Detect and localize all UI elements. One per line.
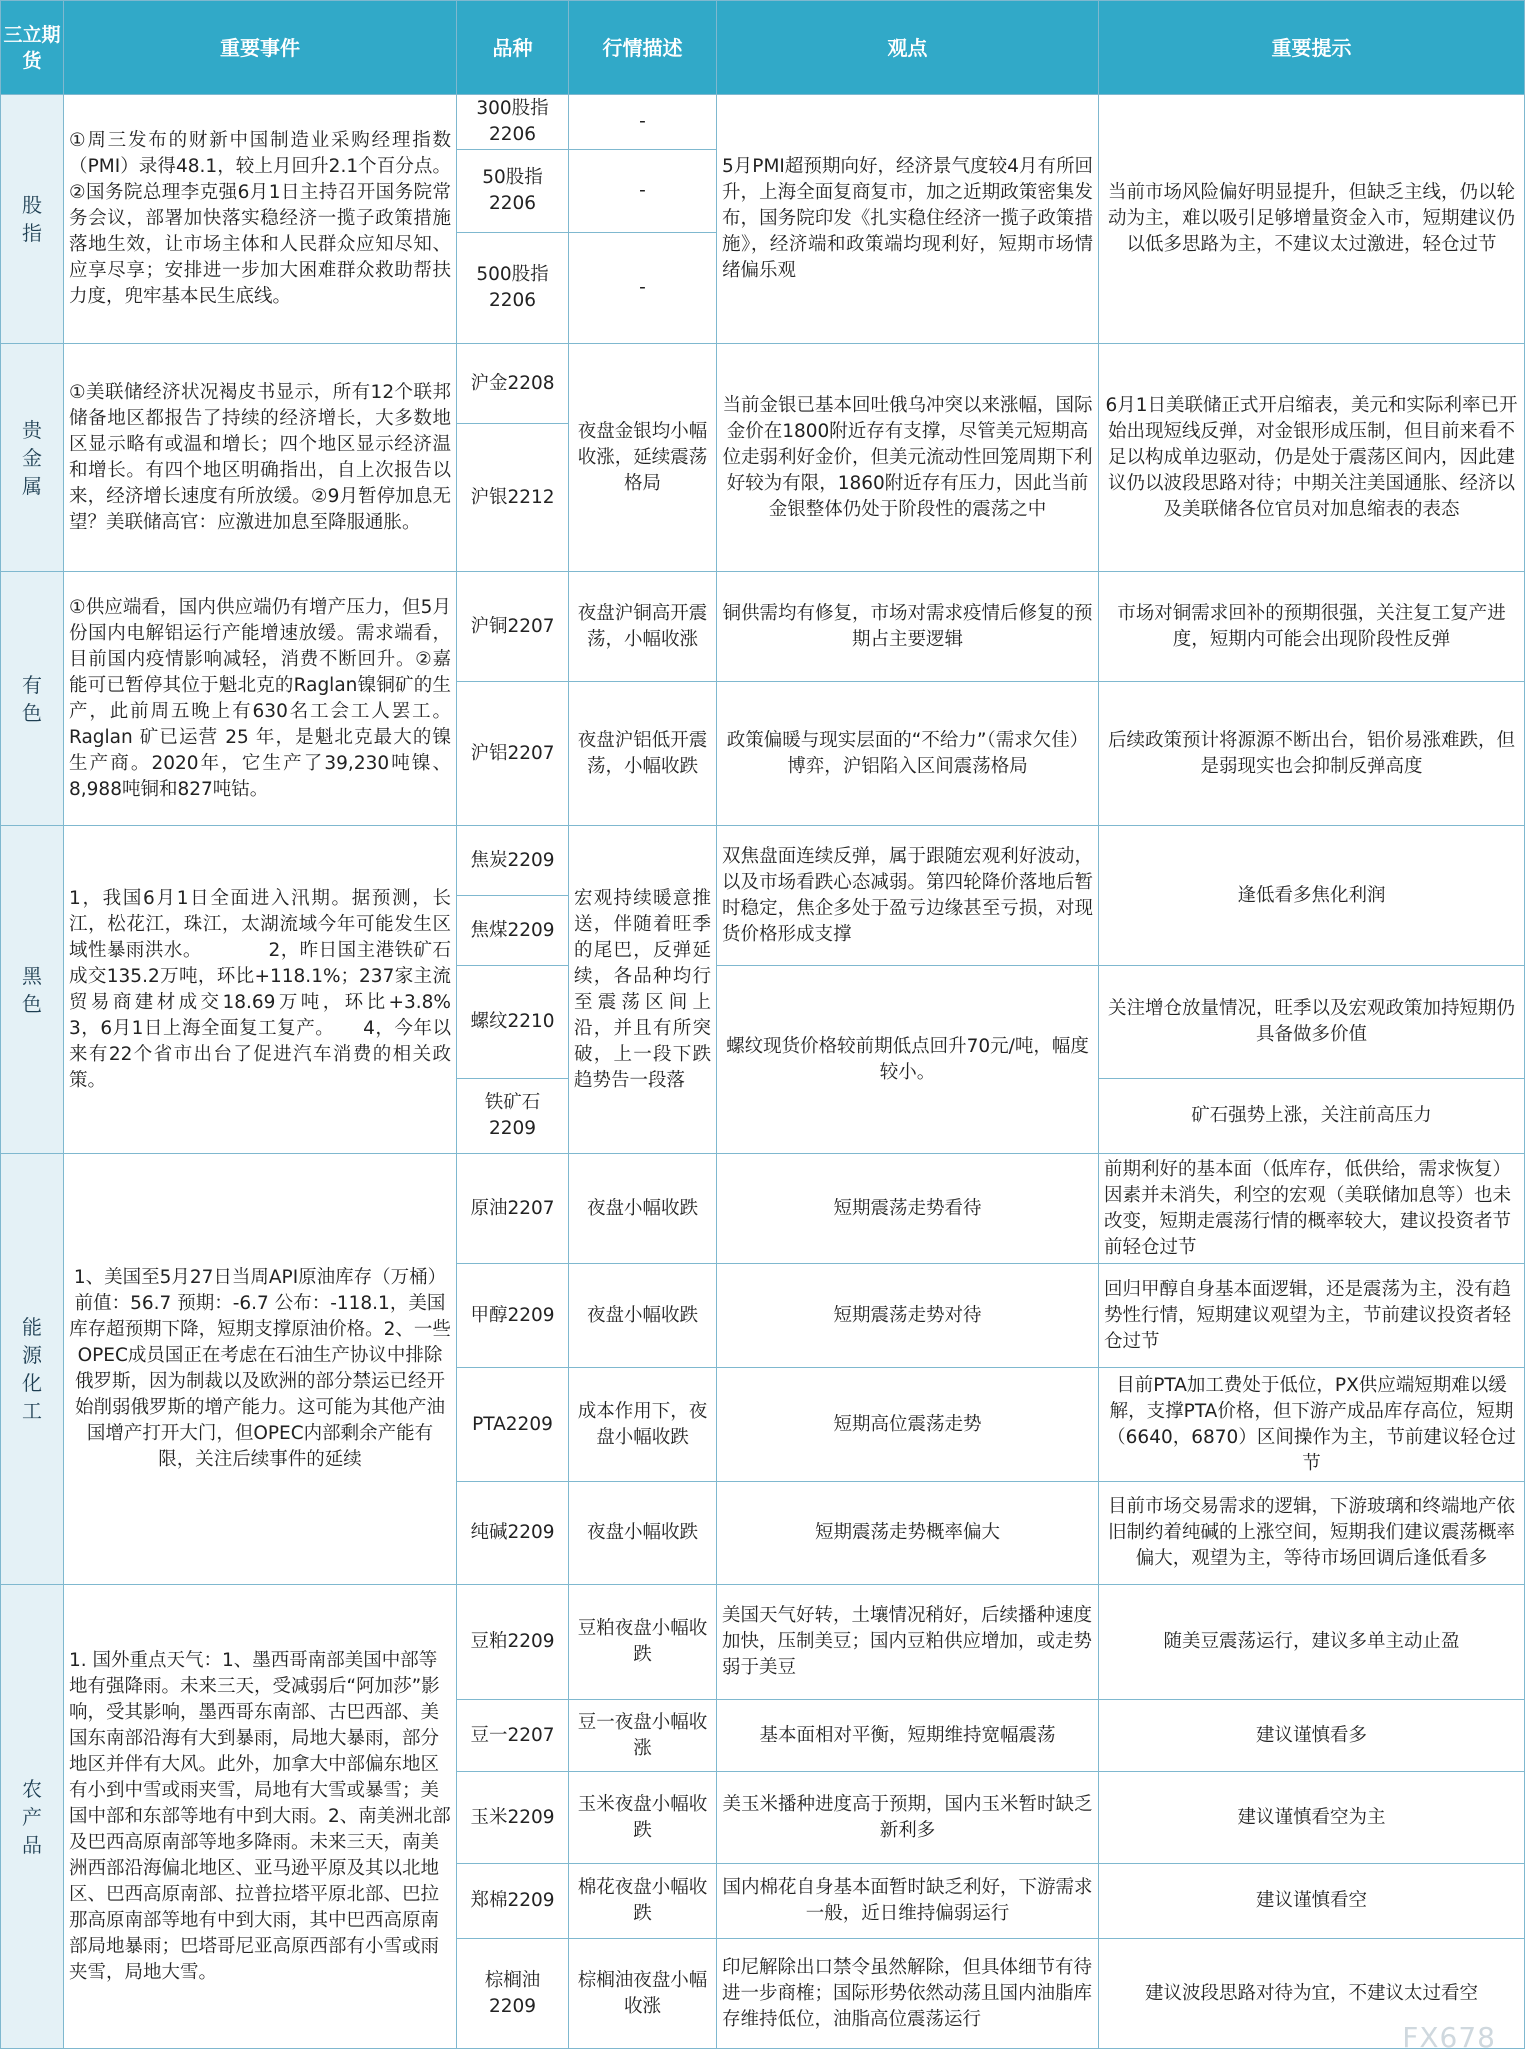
view-cell-coke: 双焦盘面连续反弹，属于跟随宏观利好波动，以及市场看跌心态减弱。第四轮降价落地后暂时稳定，焦企多处于盈亏边缘甚至亏损，对现货价格形成支撑 (717, 826, 1099, 966)
variety-cell: 原油2207 (457, 1154, 569, 1264)
view-cell-metal: 当前金银已基本回吐俄乌冲突以来涨幅，国际金价在1800附近存有支撑，尽管美元短期高位走弱利好金价，但美元流动性回笼周期下利好较为有限，1860附近存有压力，因此当前金银整体仍处于阶段性的震荡之中 (717, 344, 1099, 572)
tip-cell-rebar: 关注增仓放量情况，旺季以及宏观政策加持短期仍具备做多价值 (1099, 966, 1525, 1079)
event-cell-black: 1，我国6月1日全面进入汛期。据预测，长江，松花江，珠江，太湖流域今年可能发生区域性暴雨洪水。 2，昨日国主港铁矿石成交135.2万吨，环比+118.1%；237家主流贸易商建材成交18.69万吨，环比+3.8% 3，6月1日上海全面复工复产。 4，今年以来有22个省市出台了促进汽车消费的相关政策。 (64, 826, 457, 1154)
view-cell: 短期震荡走势概率偏大 (717, 1482, 1099, 1585)
table-row (1, 1154, 1525, 1264)
tip-cell-ore: 矿石强势上涨，关注前高压力 (1099, 1079, 1525, 1154)
view-cell: 政策偏暖与现实层面的“不给力”（需求欠佳）博弈，沪铝陷入区间震荡格局 (717, 682, 1099, 826)
market-cell: 玉米夜盘小幅收跌 (569, 1772, 717, 1864)
tip-cell: 建议波段思路对待为宜，不建议太过看空 (1099, 1939, 1525, 2049)
view-cell: 印尼解除出口禁令虽然解除，但具体细节有待进一步商榷；国际形势依然动荡且国内油脂库存维持低位，油脂高位震荡运行 (717, 1939, 1099, 2049)
market-cell-black: 宏观持续暖意推送，伴随着旺季的尾巴，反弹延续，各品种均行至震荡区间上沿，并且有所突破，上一段下跌趋势告一段落 (569, 826, 717, 1154)
market-cell: 豆一夜盘小幅收涨 (569, 1700, 717, 1772)
market-cell-metal: 夜盘金银均小幅收涨，延续震荡格局 (569, 344, 717, 572)
market-cell: - (569, 150, 717, 233)
variety-cell: 500股指2206 (457, 233, 569, 344)
table-row (1, 1585, 1525, 1700)
market-cell: 成本作用下，夜盘小幅收跌 (569, 1368, 717, 1482)
tip-cell: 建议谨慎看多 (1099, 1700, 1525, 1772)
variety-cell: 纯碱2209 (457, 1482, 569, 1585)
sector-label-nonferrous: 有色 (1, 572, 64, 826)
sector-label-energy: 能源化工 (1, 1154, 64, 1585)
variety-cell: 郑棉2209 (457, 1864, 569, 1939)
view-cell: 短期震荡走势对待 (717, 1264, 1099, 1368)
view-cell-rebar: 螺纹现货价格较前期低点回升70元/吨，幅度较小。 (717, 966, 1099, 1154)
variety-cell: 焦炭2209 (457, 826, 569, 896)
table-row (1, 95, 1525, 150)
tip-cell: 随美豆震荡运行，建议多单主动止盈 (1099, 1585, 1525, 1700)
view-cell: 短期高位震荡走势 (717, 1368, 1099, 1482)
tip-cell: 目前PTA加工费处于低位，PX供应端短期难以缓解，支撑PTA价格，但下游产成品库存高位，短期（6640，6870）区间操作为主，节前建议轻仓过节 (1099, 1368, 1525, 1482)
variety-cell: 沪铝2207 (457, 682, 569, 826)
variety-cell: 焦煤2209 (457, 896, 569, 966)
tip-column-header: 重要提示 (1099, 1, 1525, 95)
variety-cell: 沪铜2207 (457, 572, 569, 682)
market-cell: 夜盘小幅收跌 (569, 1154, 717, 1264)
tip-cell-metal: 6月1日美联储正式开启缩表，美元和实际利率已开始出现短线反弹，对金银形成压制，但目前来看不足以构成单边驱动，仍是处于震荡区间内，因此建议仍以波段思路对待；中期关注美国通胀、经济以及美联储各位官员对加息缩表的表态 (1099, 344, 1525, 572)
tip-cell: 市场对铜需求回补的预期很强，关注复工复产进度，短期内可能会出现阶段性反弹 (1099, 572, 1525, 682)
market-cell: 夜盘小幅收跌 (569, 1264, 717, 1368)
view-cell: 美国天气好转，土壤情况稍好，后续播种速度加快，压制美豆；国内豆粕供应增加，或走势弱于美豆 (717, 1585, 1099, 1700)
tip-cell: 目前市场交易需求的逻辑，下游玻璃和终端地产依旧制约着纯碱的上涨空间，短期我们建议震荡概率偏大，观望为主，等待市场回调后逢低看多 (1099, 1482, 1525, 1585)
sector-label-agri: 农产品 (1, 1585, 64, 2049)
view-cell-stock: 5月PMI超预期向好，经济景气度较4月有所回升，上海全面复商复市，加之近期政策密集发布，国务院印发《扎实稳住经济一揽子政策措施》，经济端和政策端均现利好，短期市场情绪偏乐观 (717, 95, 1099, 344)
variety-cell: 甲醇2209 (457, 1264, 569, 1368)
event-cell-metal: ①美联储经济状况褐皮书显示，所有12个联邦储备地区都报告了持续的经济增长，大多数地区显示略有或温和增长；四个地区显示经济温和增长。有四个地区明确指出，自上次报告以来，经济增长速度有所放缓。②9月暂停加息无望？美联储高官：应激进加息至降服通胀。 (64, 344, 457, 572)
variety-cell: PTA2209 (457, 1368, 569, 1482)
variety-column-header: 品种 (457, 1, 569, 95)
sector-label-black: 黑色 (1, 826, 64, 1154)
tip-cell-coke: 逢低看多焦化利润 (1099, 826, 1525, 966)
sector-label-metal: 贵金属 (1, 344, 64, 572)
market-cell: 棉花夜盘小幅收跌 (569, 1864, 717, 1939)
tip-cell: 建议谨慎看空 (1099, 1864, 1525, 1939)
event-column-header: 重要事件 (64, 1, 457, 95)
market-cell: 夜盘沪铜高开震荡，小幅收涨 (569, 572, 717, 682)
variety-cell: 棕榈油2209 (457, 1939, 569, 2049)
variety-cell: 300股指2206 (457, 95, 569, 150)
view-column-header: 观点 (717, 1, 1099, 95)
market-cell: 豆粕夜盘小幅收跌 (569, 1585, 717, 1700)
sector-label-stock: 股指 (1, 95, 64, 344)
variety-cell: 螺纹2210 (457, 966, 569, 1079)
variety-cell: 玉米2209 (457, 1772, 569, 1864)
brand-header: 三立期货 (1, 1, 64, 95)
event-cell-energy: 1、美国至5月27日当周API原油库存（万桶）前值：56.7 预期：-6.7 公布：-118.1，美国库存超预期下降，短期支撑原油价格。2、一些OPEC成员国正在考虑在石油生产协议中排除俄罗斯，因为制裁以及欧洲的部分禁运已经开始削弱俄罗斯的增产能力。这可能为其他产油国增产打开大门，但OPEC内部剩余产能有限，关注后续事件的延续 (64, 1154, 457, 1585)
variety-cell: 豆粕2209 (457, 1585, 569, 1700)
market-cell: 棕榈油夜盘小幅收涨 (569, 1939, 717, 2049)
tip-cell: 建议谨慎看空为主 (1099, 1772, 1525, 1864)
event-cell-agri: 1. 国外重点天气：1、墨西哥南部美国中部等地有强降雨。未来三天，受减弱后“阿加莎”影响，受其影响，墨西哥东南部、古巴西部、美国东南部沿海有大到暴雨，局地大暴雨，部分地区并伴有大风。此外，加拿大中部偏东地区有小到中雪或雨夹雪，局地有大雪或暴雪；美国中部和东部等地有中到大雨。2、南美洲北部及巴西高原南部等地多降雨。未来三天，南美洲西部沿海偏北地区、亚马逊平原及其以北地区、巴西高原南部、拉普拉塔平原北部、巴拉那高原南部等地有中到大雨，其中巴西高原南部局地暴雨；巴塔哥尼亚高原西部有小雪或雨夹雪，局地大雪。 (64, 1585, 457, 2049)
view-cell: 短期震荡走势看待 (717, 1154, 1099, 1264)
table-header-row (1, 1, 1525, 95)
variety-cell: 豆一2207 (457, 1700, 569, 1772)
event-cell-stock: ①周三发布的财新中国制造业采购经理指数（PMI）录得48.1，较上月回升2.1个百分点。②国务院总理李克强6月1日主持召开国务院常务会议，部署加快落实稳经济一揽子政策措施落地生效，让市场主体和人民群众应知尽知、应享尽享；安排进一步加大困难群众救助帮扶力度，兜牢基本民生底线。 (64, 95, 457, 344)
market-cell: 夜盘沪铝低开震荡，小幅收跌 (569, 682, 717, 826)
market-cell: 夜盘小幅收跌 (569, 1482, 717, 1585)
view-cell: 铜供需均有修复，市场对需求疫情后修复的预期占主要逻辑 (717, 572, 1099, 682)
tip-cell: 后续政策预计将源源不断出台，铝价易涨难跌，但是弱现实也会抑制反弹高度 (1099, 682, 1525, 826)
event-cell-nonferrous: ①供应端看，国内供应端仍有增产压力，但5月份国内电解铝运行产能增速放缓。需求端看，目前国内疫情影响减轻，消费不断回升。②嘉能可已暂停其位于魁北克的Raglan镍铜矿的生产，此前周五晚上有630名工会工人罢工。Raglan 矿已运营 25 年，是魁北克最大的镍生产商。2020年，它生产了39,230吨镍、8,988吨铜和827吨钴。 (64, 572, 457, 826)
market-cell: - (569, 95, 717, 150)
view-cell: 美玉米播种进度高于预期，国内玉米暂时缺乏新利多 (717, 1772, 1099, 1864)
view-cell: 基本面相对平衡，短期维持宽幅震荡 (717, 1700, 1099, 1772)
tip-cell: 前期利好的基本面（低库存，低供给，需求恢复）因素并未消失，利空的宏观（美联储加息等）也未改变，短期走震荡行情的概率较大，建议投资者节前轻仓过节 (1099, 1154, 1525, 1264)
market-column-header: 行情描述 (569, 1, 717, 95)
tip-cell: 回归甲醇自身基本面逻辑，还是震荡为主，没有趋势性行情，短期建议观望为主，节前建议投资者轻仓过节 (1099, 1264, 1525, 1368)
table-row (1, 344, 1525, 424)
variety-cell: 50股指2206 (457, 150, 569, 233)
variety-cell: 沪金2208 (457, 344, 569, 424)
tip-cell-stock: 当前市场风险偏好明显提升，但缺乏主线，仍以轮动为主，难以吸引足够增量资金入市，短期建议仍以低多思路为主，不建议太过激进，轻仓过节 (1099, 95, 1525, 344)
variety-cell: 沪银2212 (457, 424, 569, 572)
table-row (1, 826, 1525, 896)
table-row (1, 572, 1525, 682)
variety-cell: 铁矿石2209 (457, 1079, 569, 1154)
market-cell: - (569, 233, 717, 344)
view-cell: 国内棉花自身基本面暂时缺乏利好，下游需求一般，近日维持偏弱运行 (717, 1864, 1099, 1939)
watermark: FX678 (1402, 2021, 1496, 2054)
